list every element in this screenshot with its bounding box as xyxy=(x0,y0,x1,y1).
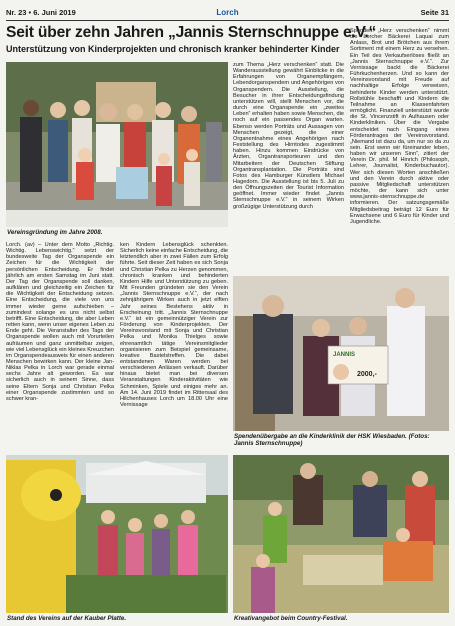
page-header xyxy=(6,8,449,19)
caption-founding: Vereinsgründung im Jahre 2008. xyxy=(7,229,103,236)
article-column-4: Spenden. „Herz verschenken“ nimmt die Lorcher Bäckerei Laquai zum Anlass, Brot und Brötchen aus ihrem Sortiment mit einem Herz zu versehen. Ein Teil des Verkaufserlöses fließt an „Jannis Sternschnuppe e.V.“. Zur Vernissage backt die Bäckerei Führkuchenherzen. Und so kann der Vereinsvorstand mit Freude auf nachhaltige Erfolge verweisen, behinderte Kinder werden unterstützt. Rollstühle beschafft und Kindern die Teilnahme an Klassenfahrten ermöglicht. Finanziell unterstützt wurde die St. Vincenzstift in Aulhausen oder Kinderkliniken. Über die Vergabe entscheidet nach Eingang eines Förderantrages der Vereinsvorstand. „Niemand ist dazu da, um nur so da zu sein. Erst wenn wir füreinander leben, haben wir unseren Sinn“, zitiert der Verein Dr. phil. M Hinrich (Philosoph, Lehrer, Journalist, Kinderbuchautor). Wer sich diesen Worten anschließen und den Verein durch aktive oder passive Mitgliedschaft unterstützen möchte, der kann sich unter www.jannis-sternschnuppe.de informieren. Der satzungsgemäße Mitgliedsbeitrag beträgt 12 Euro für Erwachsene und 6 Euro für Kinder und Jugendliche. xyxy=(350,28,449,225)
caption-donation: Spendenübergabe an die Kinderklinik der HSK Wiesbaden. (Fotos: Jannis Sternschnuppe) xyxy=(234,433,430,447)
article-column-3: zum Thema „Herz verschenken“ statt. Die Wanderausstellung gewährt Einblicke in die Erfahrungen von Organempfängern, Lebendorganspendern und Angehörigen von Organspendern. Die Ausstellung, die Besucher in ihrer Entscheidungsfindung unterstützen will, stellt Menschen vor, die durch eine Organspende ein „zweites Leben“ erhalten haben sowie Menschen, die noch auf ein passendes Organ warten. Ebenso werden Porträts und Aussagen von Menschen gezeigt, die einer Organentnahme eines Angehörigen nach Feststellung des Hirntodes zugestimmt haben. Hinzu kommen Eindrücke von Ärzten, Organtransporteuren und den Mitarbeitern der Deutschen Stiftung Organtransplantation. Die Porträts sind Fotos des Hamburger Künstlers Michael Hagedorn. Die Ausstellung ist bis 5. Juli zu den Öffnungszeiten der Tourist Information geöffnet. Immer wieder findet „Jannis Sternschnuppe e.V.“ in seinem Wirken großzügige Unterstützung durch xyxy=(233,62,344,210)
caption-festival: Kreativangebot beim Country-Festival. xyxy=(234,615,348,622)
town-name: Lorch xyxy=(216,8,239,17)
article-headline: Seit über zehn Jahren „Jannis Sternschnuppe e.V.“ xyxy=(6,24,377,41)
header-rule xyxy=(6,20,449,21)
photo-founding-group xyxy=(6,62,228,227)
sign-brand: JANNIS xyxy=(333,352,356,358)
page-number: Seite 31 xyxy=(420,8,449,17)
photo-donation-handover xyxy=(233,276,449,431)
caption-stand: Stand des Vereins auf der Kauber Platte. xyxy=(7,615,127,622)
article-column-2: ken Kindern Lebensglück schenkten. Sicherlich keine einfache Entscheidung, die letztendlich aber in zwei Fällen zum Erfolg führte. Seit dieser Zeit haben es sich Sonja und Christian Pelka zu Herzen genommen, chronisch kranken und behinderten Kindern Hilfe und Unterstützung zu geben. Mit Freunden gründeten sie den Verein „Jannis Sternschnuppe e.V.“, der nach zehnjährigem Wirken auch in jetzt elften Jahr seines Bestehens aktiv in Erscheinung tritt. „Jannis Sternschnuppe e.V.“ ist ein gemeinnütziger Verein zur Förderung von Kinderprojekten. Der Vereinsvorstand mit Sonja und Christian Pelka und Monika Thielges sowie ehrenamtlich tätige Vereinsmitglieder organisieren zum Beispiel gemeinsame, kreative Bastelstreffen. Die dabei entstandenen Waren werden bei verschiedenen Anlässen verkauft. Darüber hinaus bietet man bei diversen Veranstaltungen Kinderaktivitäten wie Schminken, Spiele und einiges mehr an. Am 14. Juni 2019 findet im Rittersaal des Hilchenhauses Lorch um 18.00 Uhr eine Vernissage xyxy=(120,242,228,409)
photo-stand-kauber xyxy=(6,455,228,613)
article-subheadline: Unterstützung von Kinderprojekten und chronisch kranker behinderter Kinder xyxy=(6,44,340,54)
sign-amount: 2000,- xyxy=(357,371,377,378)
article-column-1: Lorch. (av) – Unter dem Motto „Richtig. Wichtig. Lebenswichtig.“ setzt der bundesweite Tag der Organspende ein Zeichen für die Wichtigkeit der persönlichen Entscheidung. Er findet jährlich am ersten Samstag im Juni statt. Der Tag der Organspende soll danken, aufklären und gleichzeitig ein Zeichen für die Wichtigkeit der Entscheidung setzen. Eine Entscheidung, die viele von uns immer wieder gerne aufschieben – zumindest solange es uns nicht selbst betrifft. Eine Entscheidung, die aber Leben retten kann, wenn unser eigenes Leben zu Ende geht. Die Veranstalter des Tags der Organspende wollen auch mit Vorurteilen aufräumen und ganz unmittelbar zeigen, wie viel Lebensglück ein kleines Kreuzchen im Organspendeausweis für einen anderen Menschen bewirken kann. Der kleine Jan-Niklas Pelka in Lorch war gerade einmal sechs Jahre alt geworden. Es war sicherlich auch in seinem Sinne, dass seine Eltern Sonja und Christian Pelka einer Organspende zustimmten und so schwer kran- xyxy=(6,242,114,402)
photo-country-festival xyxy=(233,455,449,613)
issue-date: Nr. 23 • 6. Juni 2019 xyxy=(6,8,76,17)
